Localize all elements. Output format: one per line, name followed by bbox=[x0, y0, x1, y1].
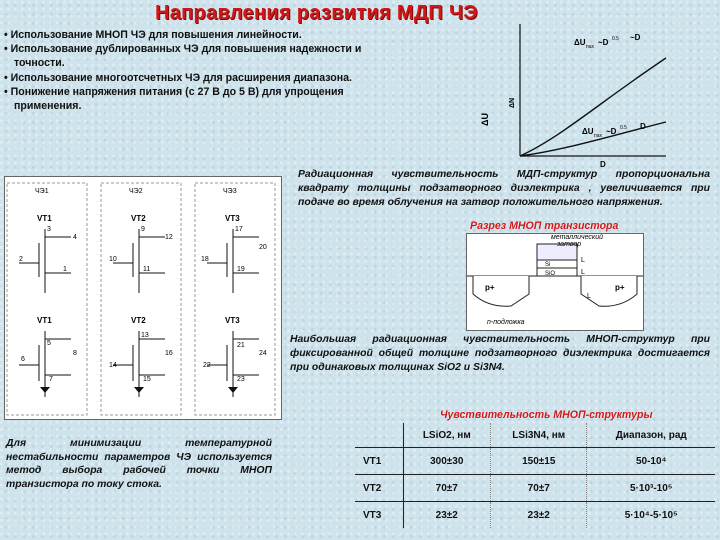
table-caption: Чувствительность МНОП-структуры bbox=[440, 409, 653, 421]
cross-section-svg bbox=[467, 234, 643, 330]
graph-x-label: D bbox=[600, 160, 606, 168]
bullet-item: • Понижение напряжения питания (с 27 В до 5 В) для упрощения применения. bbox=[4, 85, 344, 113]
transistor-label: VT3 bbox=[225, 214, 240, 223]
pin-label: 11 bbox=[143, 266, 151, 273]
graph-label-upper: ΔU bbox=[574, 38, 586, 47]
transistor-cross-section bbox=[466, 233, 644, 331]
cut-caption: Разрез МНОП транзистора bbox=[470, 220, 619, 232]
group-label-1: ЧЭ1 bbox=[35, 188, 49, 195]
schematic-svg bbox=[5, 177, 281, 419]
pin-label: 2 bbox=[19, 256, 23, 263]
table-row bbox=[355, 475, 715, 502]
l-sio2-label: L bbox=[587, 293, 591, 300]
pin-label: 21 bbox=[237, 342, 245, 349]
table-header-cell: LSiO2, нм bbox=[422, 429, 471, 441]
pin-label: 12 bbox=[165, 234, 173, 241]
pin-label: 14 bbox=[109, 362, 117, 369]
circuit-schematic bbox=[4, 176, 282, 420]
diode-symbols bbox=[40, 387, 238, 393]
table-header-cell: LSi3N4, нм bbox=[491, 423, 587, 448]
table-cell: VT2 bbox=[355, 475, 403, 502]
pin-label: 23 bbox=[237, 376, 245, 383]
pin-label: 22 bbox=[203, 362, 211, 369]
bullet-item: • Использование многоотсчетных ЧЭ для расширения диапазона. bbox=[4, 71, 352, 84]
table-cell: 70±7 bbox=[403, 475, 490, 502]
sensitivity-table bbox=[355, 423, 715, 528]
source-diffusion bbox=[473, 276, 529, 306]
table-cell: 150±15 bbox=[491, 448, 587, 475]
bullet-list bbox=[4, 28, 364, 113]
graph-label-upper-formula: ~D bbox=[598, 38, 609, 47]
pin-label: 1 bbox=[63, 266, 67, 273]
table-cell: 5·10³-10⁵ bbox=[587, 475, 715, 502]
transistor-label: VT2 bbox=[131, 316, 146, 325]
circuit-top-row bbox=[19, 229, 259, 293]
graph-dn-label: ΔN bbox=[509, 97, 516, 108]
table-header-row bbox=[355, 423, 715, 448]
max-sensitivity-paragraph: Наибольшая радиационная чувствительность МНОП-структур при фиксированной общей толщине подзатворного диэлектрика достигается при одинаковых толщинах SiO2 и Si3N4. bbox=[290, 334, 710, 373]
transistor-label: VT2 bbox=[131, 214, 146, 223]
transistor-label: VT3 bbox=[225, 316, 240, 325]
graph-label-upper-sub: пах bbox=[586, 44, 594, 50]
pplus-left-label: p+ bbox=[485, 283, 495, 292]
transistor-label: VT1 bbox=[37, 214, 52, 223]
pin-labels bbox=[19, 226, 267, 383]
page-title: Направления развития МДП ЧЭ bbox=[155, 2, 478, 24]
transistor-label: VT1 bbox=[37, 316, 52, 325]
si3n4-label: Si bbox=[545, 262, 551, 268]
graph-label-upper-extra: ~D bbox=[630, 33, 641, 42]
pplus-right-label: p+ bbox=[615, 283, 625, 292]
drain-diffusion bbox=[581, 276, 637, 306]
table-cell: 70±7 bbox=[491, 475, 587, 502]
l-si3n4-label: L bbox=[581, 257, 585, 264]
table-row bbox=[355, 502, 715, 529]
table-cell: 50-10⁴ bbox=[587, 448, 715, 475]
pin-label: 10 bbox=[109, 256, 117, 263]
table-cell: 5·10⁴-5·10⁵ bbox=[587, 502, 715, 529]
graph-y-label: ΔU bbox=[480, 113, 490, 126]
pin-label: 13 bbox=[141, 332, 149, 339]
graph-label-lower-extra: D bbox=[640, 122, 646, 131]
pin-label: 8 bbox=[73, 350, 77, 357]
pin-label: 17 bbox=[235, 226, 243, 233]
pin-label: 7 bbox=[49, 376, 53, 383]
pin-label: 16 bbox=[165, 350, 173, 357]
table-cell: 23±2 bbox=[491, 502, 587, 529]
table-cell: VT1 bbox=[355, 448, 403, 475]
metal-label-2: затвор bbox=[557, 241, 582, 248]
radiation-paragraph: Радиационная чувствительность МДП-структур пропорциональна квадрату толщины подзатворного диэлектрика , увеличивается при подаче во время облучения на затвор положительного напряжения. bbox=[298, 169, 710, 208]
substrate-label: n-подложка bbox=[487, 319, 525, 326]
graph-label-lower-exp: 0.5 bbox=[620, 125, 627, 131]
pin-label: 20 bbox=[259, 244, 267, 251]
table-cell: 300±30 bbox=[403, 448, 490, 475]
graph-label-lower-sub: пах bbox=[594, 133, 602, 139]
graph-label-lower-formula: ~D bbox=[606, 127, 617, 136]
pin-label: 24 bbox=[259, 350, 267, 357]
table-cell: VT3 bbox=[355, 502, 403, 529]
pin-label: 6 bbox=[21, 356, 25, 363]
pin-label: 18 bbox=[201, 256, 209, 263]
pin-label: 4 bbox=[73, 234, 77, 241]
table-header-cell bbox=[355, 423, 403, 448]
pin-label: 5 bbox=[47, 340, 51, 347]
l-ox-label: L bbox=[581, 269, 585, 276]
group-label-3: ЧЭ3 bbox=[223, 188, 237, 195]
graph-label-lower: ΔU bbox=[582, 127, 594, 136]
pin-label: 9 bbox=[141, 226, 145, 233]
group-label-2: ЧЭ2 bbox=[129, 188, 143, 195]
pin-label: 15 bbox=[143, 376, 151, 383]
graph-label-upper-exp: 0.5 bbox=[612, 36, 619, 42]
pin-label: 19 bbox=[237, 266, 245, 273]
bullet-item: • Использование дублированных ЧЭ для повышения надежности и точности. bbox=[4, 43, 362, 70]
metal-label-1: металлический bbox=[551, 234, 603, 241]
table-cell: 23±2 bbox=[403, 502, 490, 529]
sio2-label: SiO bbox=[545, 271, 556, 277]
dose-graph bbox=[470, 18, 670, 168]
graph-svg bbox=[470, 18, 670, 168]
temperature-paragraph: Для минимизации температурной нестабильности параметров ЧЭ используется метод выбора рабочей точки МНОП транзистора по току стока. bbox=[6, 438, 272, 490]
pin-label: 3 bbox=[47, 226, 51, 233]
table-header-cell: Диапазон, рад bbox=[587, 423, 715, 448]
table-row bbox=[355, 448, 715, 475]
bullet-item: • Использование МНОП ЧЭ для повышения линейности. bbox=[4, 29, 302, 41]
